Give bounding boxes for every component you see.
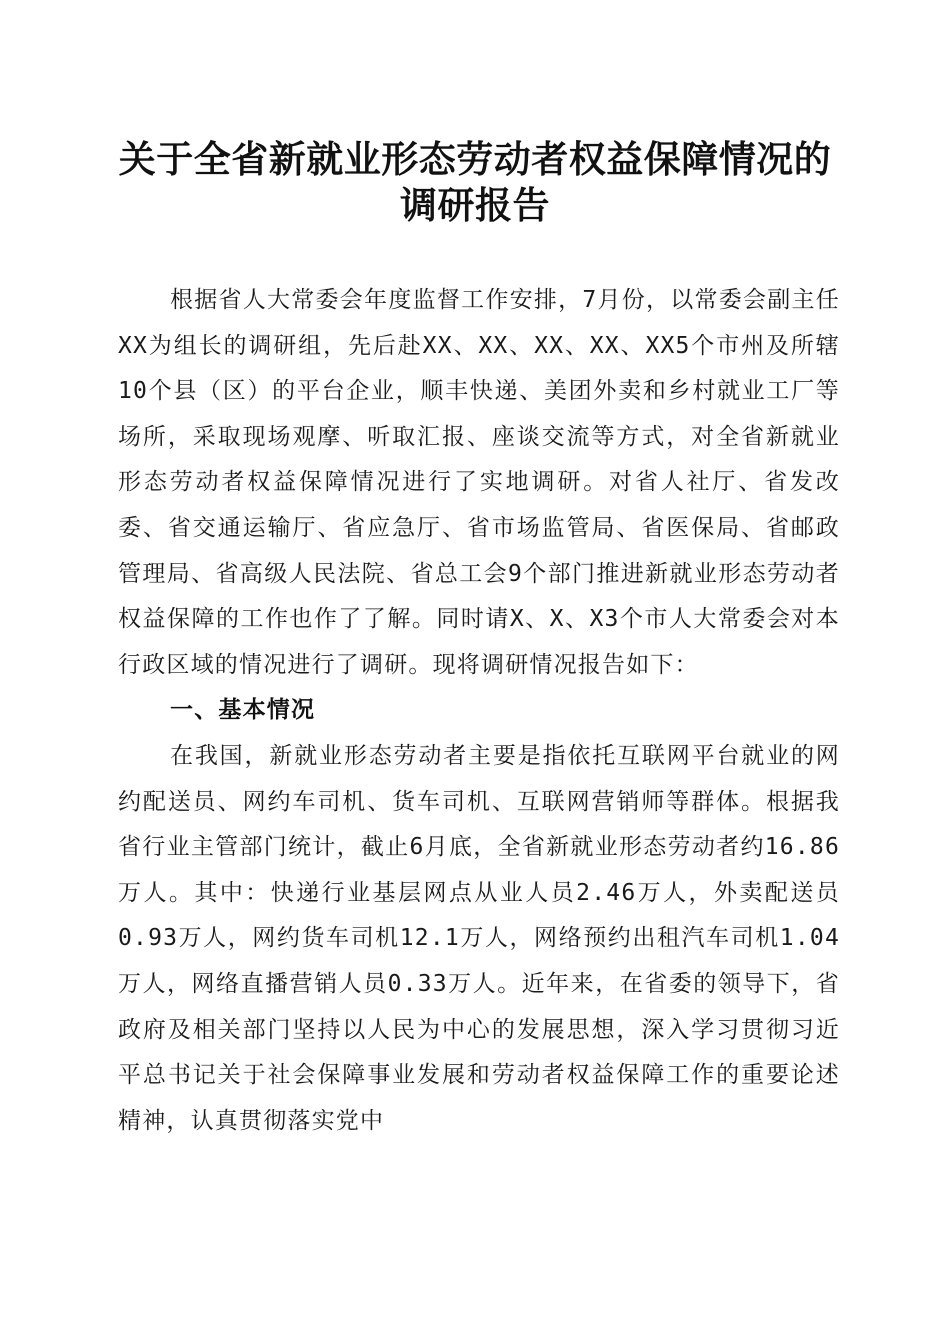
- section-heading: 一、基本情况: [170, 697, 316, 724]
- document-body: [118, 278, 840, 1144]
- basic-situation-paragraph: 在我国，新就业形态劳动者主要是指依托互联网平台就业的网约配送员、网约车司机、货车司机、互联网营销师等群体。根据我省行业主管部门统计，截止6月底，全省新就业形态劳动者约16.86万人。其中：快递行业基层网点从业人员2.46万人，外卖配送员0.93万人，网约货车司机12.1万人，网络预约出租汽车司机1.04万人，网络直播营销人员0.33万人。近年来，在省委的领导下，省政府及相关部门坚持以人民为中心的发展思想，深入学习贯彻习近平总书记关于社会保障事业发展和劳动者权益保障工作的重要论述精神，认真贯彻落实党中: [118, 742, 840, 1134]
- document-title: 关于全省新就业形态劳动者权益保障情况的调研报告: [118, 137, 832, 227]
- intro-paragraph: 根据省人大常委会年度监督工作安排，7月份，以常委会副主任XX为组长的调研组，先后赴XX、XX、XX、XX、XX5个市州及所辖10个县（区）的平台企业，顺丰快递、美团外卖和乡村就业工厂等场所，采取现场观摩、听取汇报、座谈交流等方式，对全省新就业形态劳动者权益保障情况进行了实地调研。对省人社厅、省发改委、省交通运输厅、省应急厅、省市场监管局、省医保局、省邮政管理局、省高级人民法院、省总工会9个部门推进新就业形态劳动者权益保障的工作也作了了解。同时请X、X、X3个市人大常委会对本行政区域的情况进行了调研。现将调研情况报告如下：: [118, 287, 840, 678]
